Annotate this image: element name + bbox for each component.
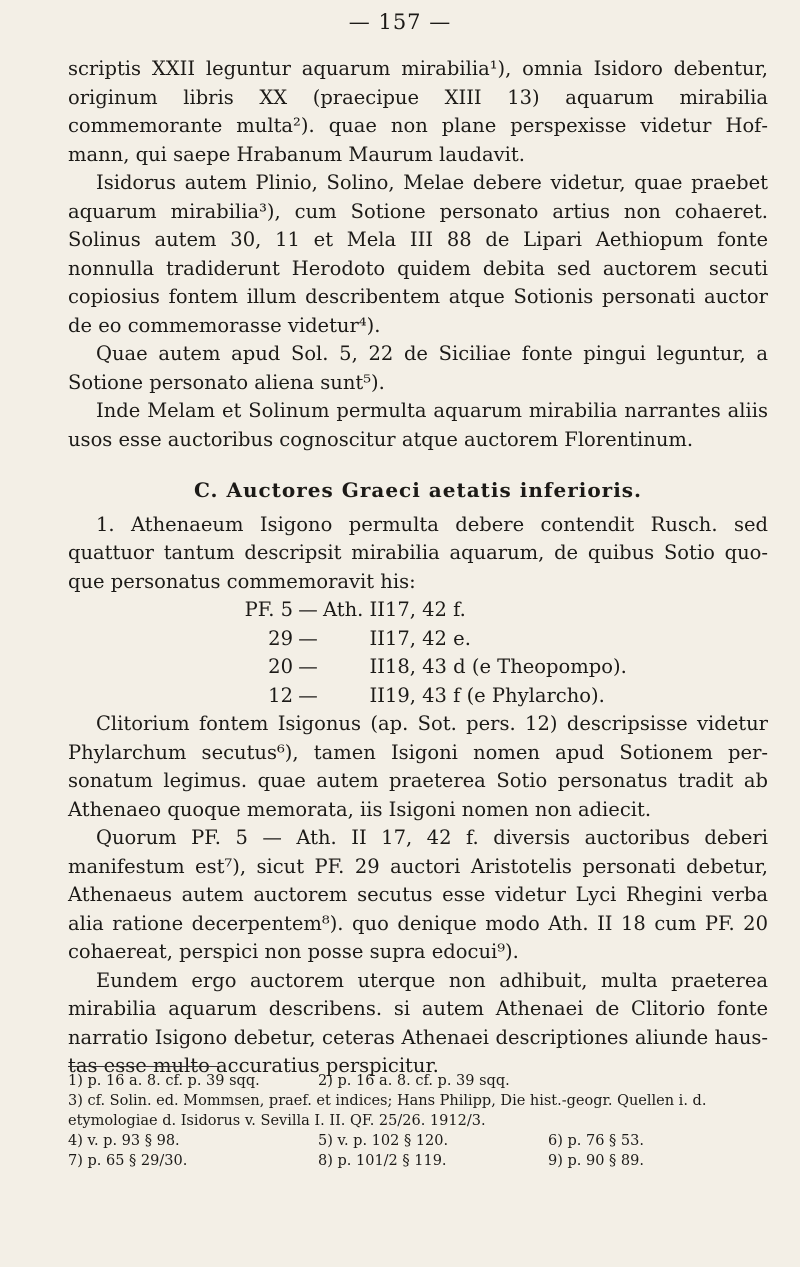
ath-ref: 17, 42 e.: [384, 626, 471, 650]
table-row: [233, 625, 627, 654]
ath-book: II: [369, 655, 385, 678]
footnote-line: [68, 1151, 768, 1171]
footnote: 1) p. 16 a. 8. cf. p. 39 sqq.: [68, 1073, 260, 1089]
ath-book: II: [369, 683, 385, 707]
footnote: 8) p. 101/2 § 119.: [318, 1153, 447, 1169]
paragraph: Isidorus autem Plinio, Solino, Melae debere videtur, quae praebet aquarum mirabilia³), cum Sotione personato artius non cohaeret. Solinus autem 30, 11 et Mela III 88 de Lipari Aethiopum fonte nonnulla tradiderunt Herodoto quidem debita sed auctorem secuti copiosius fontem illum describentem atque Sotionis personati auctor de eo commemorasse videtur⁴).: [68, 171, 768, 337]
footnote: 7) p. 65 § 29/30.: [68, 1153, 188, 1169]
table-row: [233, 682, 627, 711]
separator: —: [298, 683, 318, 707]
paragraph: Eundem ergo auctorem uterque non adhibuit, multa praeterea mirabilia aquarum describens. si autem Athenaei de Clitorio fonte narratio Isigono debetur, ceteras Athenaei descriptiones aliunde haustas esse multo accuratius perspicitur.: [68, 968, 768, 1077]
footnote: 9) p. 90 § 89.: [548, 1153, 644, 1169]
paragraph: scriptis XXII leguntur aquarum mirabilia¹), omnia Isidoro debentur, originum libris XX (praecipue XIII 13) aquarum mirabilia commemorante multa²). quae non plane perspexisse videtur Hofmann, qui saepe Hrabanum Maurum laudavit.: [68, 57, 768, 166]
pf-ref: 12: [268, 683, 293, 707]
ath-ref: 18, 43 d (e Theopompo).: [384, 655, 627, 678]
paragraph: Inde Melam et Solinum permulta aquarum mirabilia narrantes aliis usos esse auctoribus cognoscitur atque auctorem Florentinum.: [68, 399, 768, 451]
page-number: — 157 —: [348, 10, 452, 34]
footnotes: [68, 1066, 768, 1171]
footnote-rule: [68, 1066, 218, 1067]
ath-ref: 19, 43 f (e Phylarcho).: [384, 683, 605, 707]
separator: —: [298, 598, 318, 621]
footnote: 5) v. p. 102 § 120.: [318, 1133, 449, 1149]
ath-ref: 17, 42 f.: [384, 598, 466, 621]
footnote: 4) v. p. 93 § 98.: [68, 1133, 180, 1149]
section-heading: C. Auctores Graeci aetatis inferioris.: [193, 478, 643, 502]
separator: —: [298, 655, 318, 678]
pf-ref: PF. 5: [244, 598, 293, 621]
pf-ref: 20: [268, 655, 293, 678]
footnote: 6) p. 76 § 53.: [548, 1133, 644, 1149]
paragraph: 1. Athenaeum Isigono permulta debere contendit Rusch. sed quattuor tantum descripsit mirabilia aquarum, de quibus Sotio quoque personatus commemoravit his:: [68, 512, 768, 593]
ath-book: II: [369, 626, 385, 650]
ath-book: Ath. II: [323, 598, 385, 621]
body-text: [68, 55, 768, 1081]
paragraph: Quorum PF. 5 — Ath. II 17, 42 f. diversis auctoribus deberi manifestum est⁷), sicut PF. 29 auctori Aristotelis personati debetur, Athenaeus autem auctorem secutus esse videtur Lyci Rhegini verba alia ratione decerpentem⁸). quo denique modo Ath. II 18 cum PF. 20 cohaereat, perspici non posse supra edocui⁹).: [68, 826, 768, 963]
footnote: 3) cf. Solin. ed. Mommsen, praef. et indices; Hans Philipp, Die hist.-geogr. Quellen i. d. etymologiae d. Isidorus v. Sevilla I. II. QF. 25/26. 1912/3.: [68, 1093, 707, 1129]
concordance-table: [233, 596, 627, 710]
paragraph: Quae autem apud Sol. 5, 22 de Siciliae fonte pingui leguntur, a Sotione personato aliena sunt⁵).: [68, 342, 768, 394]
table-row: [233, 596, 627, 625]
table-row: [233, 653, 627, 682]
pf-ref: 29: [268, 626, 293, 650]
footnote-line: [68, 1071, 768, 1091]
footnote: 2) p. 16 a. 8. cf. p. 39 sqq.: [318, 1073, 510, 1089]
separator: —: [298, 626, 318, 650]
paragraph: Clitorium fontem Isigonus (ap. Sot. pers. 12) descripsisse videtur Phylarchum secutus⁶), tamen Isigoni nomen apud Sotionem personatum legimus. quae autem praeterea Sotio personatus tradit ab Athenaeo quoque memorata, iis Isigoni nomen non adiecit.: [68, 712, 768, 821]
footnote-line: [68, 1131, 768, 1151]
